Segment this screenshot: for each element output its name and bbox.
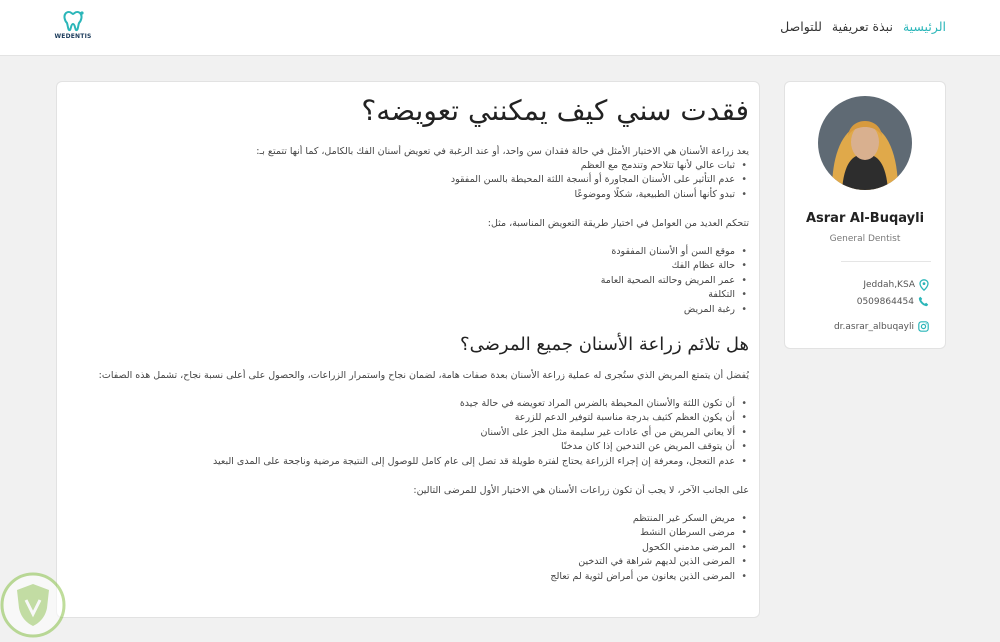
list-item: • تبدو كأنها أسنان الطبيعية، شكلًا وموضوعًا — [69, 188, 735, 203]
list-item: • أن تكون اللثة والأسنان المحيطة بالضرس المراد تعويضه في حالة جيدة — [69, 397, 735, 412]
doctor-role: General Dentist — [829, 234, 901, 244]
phone-icon — [918, 296, 929, 307]
list-item: • رغبة المريض — [69, 303, 735, 318]
factors-list — [69, 245, 749, 318]
intro-list — [69, 159, 749, 203]
shield-watermark-icon — [0, 572, 66, 638]
list-item: • ثبات عالي لأنها تتلاحم وتندمج مع العظم — [69, 159, 735, 174]
list-item: • التكلفة — [69, 288, 735, 303]
list-item: • المرضى الذين لديهم شراهة في التدخين — [69, 555, 735, 570]
list-item: • المرضى الذين يعانون من أمراض لثوية لم تعالج — [69, 570, 735, 585]
list-item: • عمر المريض وحالته الصحية العامة — [69, 274, 735, 289]
list-item: • عدم التأثير على الأسنان المجاورة أو أنسجة اللثة المحيطة بالسن المفقود — [69, 173, 735, 188]
tooth-logo-icon — [61, 10, 85, 32]
not-suitable-paragraph: على الجانب الآخر، لا يجب أن تكون زراعات الأسنان هي الاختيار الأول للمرضى التالين: — [413, 484, 749, 496]
doctor-profile-card — [784, 81, 946, 349]
intro-paragraph: يعد زراعة الأسنان هي الاختيار الأمثل في حالة فقدان سن واحد، أو عند الرغبة في تعويض أسنان الفك بالكامل، كما أنها تتمتع بـ: — [256, 145, 749, 157]
doctor-name: Asrar Al-Buqayli — [805, 211, 925, 226]
list-item: • المرضى مدمني الكحول — [69, 541, 735, 556]
article-card — [56, 81, 760, 618]
phone-row[interactable] — [857, 296, 929, 307]
nav-about[interactable]: نبذة تعريفية — [831, 19, 893, 34]
list-item: • أن يتوقف المريض عن التدخين إذا كان مدخنًا — [69, 440, 735, 455]
factors-paragraph: تتحكم العديد من العوامل في اختيار طريقة التعويض المناسبة، مثل: — [487, 217, 749, 229]
list-item: • ألا يعاني المريض من أي عادات غير سليمة مثل الجز على الأسنان — [69, 426, 735, 441]
article-title: فقدت سني كيف يمكنني تعويضه؟ — [361, 94, 749, 127]
prefer-paragraph: يُفضل أن يتمتع المريض الذي ستُجرى له عملية زراعة الأسنان بعدة صفات هامة، لضمان نجاح واستمرار الزراعات، والحصول على أعلى نسبة نجاح، تشمل هذه الصفات: — [98, 369, 749, 381]
list-item: • أن يكون العظم كثيف بدرجة مناسبة لتوفير الدعم للزرعة — [69, 411, 735, 426]
location-text: Jeddah,KSA — [863, 280, 915, 290]
doctor-avatar — [818, 96, 912, 190]
list-item: • موقع السن أو الأسنان المفقودة — [69, 245, 735, 260]
instagram-row[interactable] — [834, 321, 929, 332]
instagram-icon — [918, 321, 929, 332]
phone-text[interactable]: 0509864454 — [856, 296, 914, 307]
nav-contact[interactable]: للتواصل — [780, 19, 822, 34]
section-heading: هل تلائم زراعة الأسنان جميع المرضى؟ — [460, 333, 749, 355]
instagram-text[interactable]: dr.asrar_albuqayli — [833, 321, 914, 332]
top-navbar — [0, 0, 1000, 56]
list-item: • عدم التعجل، ومعرفة إن إجراء الزراعة يحتاج لفترة طويلة قد تصل إلى عام كامل للوصول إلى النتيجة مرضية وناجحة على المدى البعيد — [69, 455, 735, 470]
main-nav — [780, 19, 946, 34]
list-item: • مريض السكر غير المنتظم — [69, 512, 735, 527]
list-item: • مرضى السرطان النشط — [69, 526, 735, 541]
list-item: • حالة عظام الفك — [69, 259, 735, 274]
watermark-logo — [0, 572, 66, 638]
divider — [841, 261, 931, 262]
wedentis-logo[interactable] — [53, 10, 93, 46]
location-pin-icon — [919, 279, 929, 291]
logo-text: WEDENTIS — [54, 33, 92, 40]
prefer-list — [69, 397, 749, 470]
not-suitable-list — [69, 512, 749, 585]
nav-home[interactable]: الرئيسية — [902, 19, 946, 34]
location-row — [863, 279, 929, 291]
